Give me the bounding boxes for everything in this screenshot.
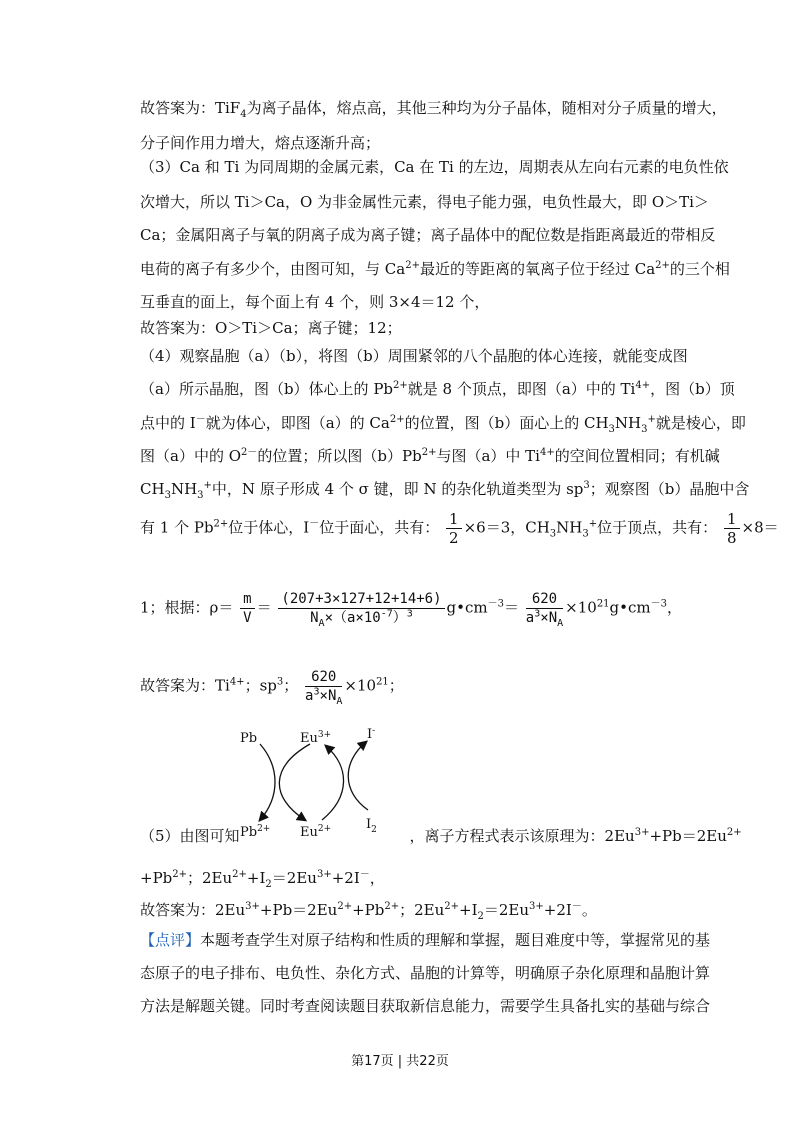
text-line: 态原子的电子排布、电负性、杂化方式、晶胞的计算等，明确原子杂化原理和晶胞计算 [140, 964, 711, 982]
text-line: （4）观察晶胞（a）（b），将图（b）周围紧邻的八个晶胞的体心连接，就能变成图 [140, 347, 688, 365]
text-line: 【点评】本题考查学生对原子结构和性质的理解和掌握，题目难度中等，掌握常见的基 [140, 931, 711, 949]
page-footer: 第17页 | 共22页 [351, 1054, 449, 1069]
text-line: 故答案为：$2Eu^{3+}+Pb=2Eu^{2+}+Pb^{2+}$；$2Eu^{2+}+I_2=2Eu^{3+}+2I^-$。 [140, 901, 597, 922]
text-line: 图（a）中的 $O^{2-}$的位置；所以图$(b)Pb^{2+}$与图（a）中 $Ti^{4+}$的空间位置相同；有机碱 [140, 447, 720, 465]
arrow-eu3-to-eu2 [279, 744, 310, 820]
text-line: 故答案为：$Ti^{4+}$；$sp^3$； $\frac{620}{a^3\times N_A}$ $\times 10^{21}$； [140, 669, 404, 707]
arrow-pb-to-pb2 [260, 744, 275, 820]
text-line: 有 1 个 $Pb^{2+}$位于体心，I－位于面心，共有： $\frac{1}{2}$ ×6＝3，$CH_3NH_3^+$位于顶点，共有： $\frac{1}{8}$ ×8＝ [140, 510, 779, 547]
text-line: 方法是解题关键。同时考查阅读题目获取新信息能力，需要学生具备扎实的基础与综合 [140, 997, 711, 1015]
fraction-620-answer: $\frac{620}{a^3\times N_A}$ [305, 669, 343, 707]
text-line: 故答案为：TiF$_4$为离子晶体，熔点高，其他三种均为分子晶体，随相对分子质量的增大， [140, 99, 727, 120]
fraction-one-half: $\frac{1}{2}$ [446, 510, 462, 547]
text-line: （a）所示晶胞，图（b）体心上的 $Pb^{2+}$就是 8 个顶点，即图（a）中的 $Ti^{4+}$，图（b）顶 [140, 380, 735, 398]
text-line: 点中的 I－就为体心，即图（a）的 $Ca^{2+}$的位置，图（b）面心上的 $CH_3NH_3^+$就是棱心，即 [140, 414, 746, 435]
fraction-620: $\frac{620}{a^3\times N_A}$ [525, 591, 564, 629]
label-eu3: $Eu^{3+}$ [300, 730, 332, 746]
text-line: 互垂直的面上，每个面上有 4 个，则 3×4＝12 个， [140, 293, 490, 311]
density-formula: 1；根据：ρ＝ $\frac{m}{V}$ ＝ $\frac{(207+3\times 127+12+14+6)}{N_A\times(a\times 10^{-7})^3}$ $g•cm^{-3}=$ $\frac{620}{a^3\times N_A}$ $\times 10^{21}g•cm^{-3}$， [140, 591, 683, 629]
label-pb: Pb [240, 731, 258, 746]
text-line: （3）Ca 和 Ti 为同周期的金属元素，Ca 在 Ti 的左边，周期表从左向右元素的电负性依 [140, 158, 729, 176]
text-line: Ca；金属阳离子与氧的阴离子成为离子键；离子晶体中的配位数是指距离最近的带相反 [140, 226, 716, 244]
text-line: 电荷的离子有多少个，由图可知，与 $Ca^{2+}$最近的等距离的氧离子位于经过 $Ca^{2+}$的三个相 [140, 260, 730, 278]
label-pb2: $Pb^{2+}$ [240, 824, 271, 840]
label-eu2: $Eu^{2+}$ [300, 824, 332, 840]
fraction-density: $\frac{(207+3\times 127+12+14+6)}{N_A\times(a\times 10^{-7})^3}$ [278, 590, 444, 627]
comment-tag: 【点评】 [140, 931, 201, 949]
text-line: 分子间作用力增大，熔点逐渐升高； [140, 134, 381, 152]
fraction-one-eighth: $\frac{1}{8}$ [724, 510, 740, 547]
text-line: （5）由图可知 ，离子方程式表示该原理为：$2Eu^{3+}+Pb=2Eu^{2+}$ [140, 827, 742, 845]
text-line: 故答案为：O＞Ti＞Ca；离子键；12； [140, 319, 402, 337]
text-line: $+Pb^{2+}$；$2Eu^{2+}+I_2=2Eu^{3+}+2I^-$， [140, 869, 385, 890]
label-i2: $I_2$ [366, 817, 377, 835]
text-line: $CH_3NH_3^+$中，N 原子形成 4 个 σ 键，即 N 的杂化轨道类型为 $sp^3$；观察图（b）晶胞中含 [140, 480, 750, 501]
redox-cycle-diagram [230, 722, 400, 842]
label-i-minus: I- [367, 726, 376, 742]
arrow-eu2-to-eu3 [322, 746, 344, 820]
text-line: 次增大，所以 Ti＞Ca，O 为非金属性元素，得电子能力强，电负性最大，即 O＞Ti＞ [140, 193, 709, 211]
arrow-i2-to-i-minus [348, 742, 368, 810]
fraction-m-over-v: $\frac{m}{V}$ [240, 590, 254, 627]
